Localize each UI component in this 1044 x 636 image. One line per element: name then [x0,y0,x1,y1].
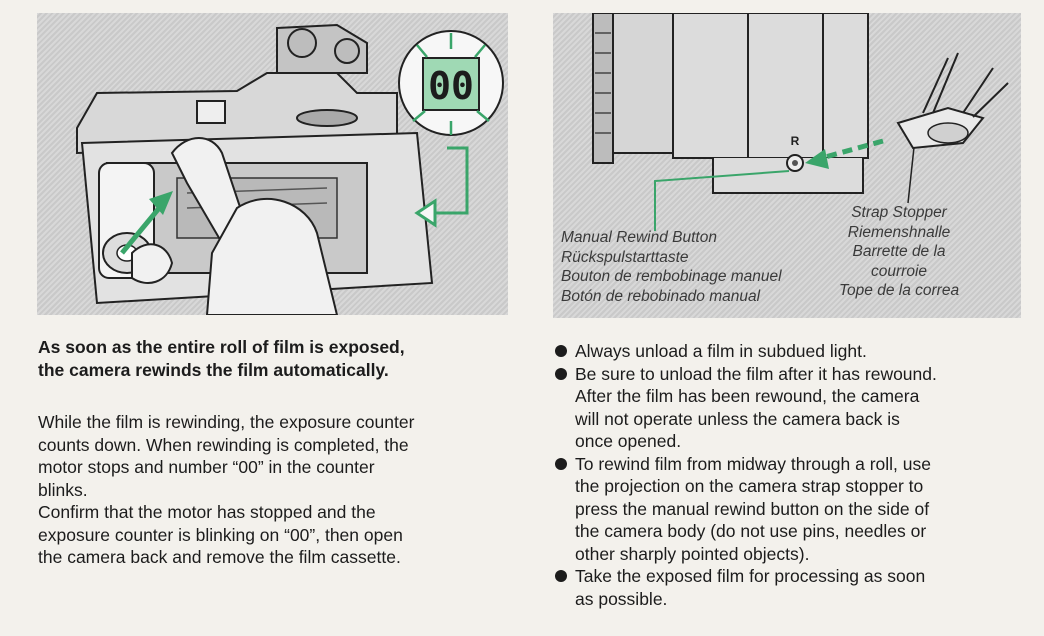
bullet-icon [555,368,567,380]
rewind-instructions [38,336,508,569]
callout-line: courroie [871,262,928,280]
callout-line: Strap Stopper [851,204,947,221]
list-item [553,453,1028,566]
list-item [553,340,1028,363]
para-line: counts down. When rewinding is completed, the [38,434,409,455]
para-line: Confirm that the motor has stopped and the [38,502,376,522]
strap [923,53,1008,117]
callout-line: Manual Rewind Button [561,229,717,246]
item-line: other sharply pointed objects). [575,543,810,564]
manual-rewind-callout [561,228,782,306]
camera-rewind-illustration [37,13,508,315]
camera-body-side [673,13,868,158]
callout-line: Botón de rebobinado manual [561,287,761,305]
item-line: as possible. [575,588,668,609]
bullet-icon [555,570,567,582]
item-line: the projection on the camera strap stopper to [575,476,924,496]
item-line: To rewind film from midway through a roll, use [575,453,931,474]
callout-line: Barrette de la [852,243,946,260]
strap-stopper-callout [839,203,959,301]
item-line: once opened. [575,431,682,451]
heading-line: As soon as the entire roll of film is exposed, [38,337,405,357]
callout-line: Tope de la correa [839,282,960,299]
callout-line: Rückspulstarttaste [561,248,689,266]
unloading-notes-list [553,340,1028,610]
counter-digits: 00 [428,64,474,108]
callout-line: Bouton de rembobinage manuel [561,268,782,285]
return-arrow [432,148,467,213]
heading-line: the camera rewinds the film automatically. [38,360,389,380]
callout-line: Riemenshnalle [847,223,951,241]
list-item [553,363,1028,453]
item-line: press the manual rewind button on the side of [575,498,930,519]
para-line: blinks. [38,479,88,500]
paragraph-confirm [38,501,508,569]
section-heading [38,336,508,382]
item-line: Be sure to unload the film after it has rewound. [575,363,937,384]
rewind-button-mark: R [790,134,800,148]
item-line: Take the exposed film for processing as soon [575,566,926,586]
para-line: the camera back and remove the film cassette. [38,547,401,567]
item-line: After the film has been rewound, the camera [575,386,920,406]
para-line: motor stops and number “00” in the counter [38,457,375,477]
item-line: the camera body (do not use pins, needles or [575,521,927,541]
camera-drawing [37,13,508,315]
item-line: will not operate unless the camera back is [575,408,900,429]
para-line: While the film is rewinding, the exposure counter [38,412,415,432]
item-line: Always unload a film in subdued light. [575,341,867,361]
bullet-icon [555,458,567,470]
list-item [553,565,1028,610]
manual-rewind-illustration [553,13,1021,318]
paragraph-rewinding [38,411,508,501]
bullet-icon [555,345,567,357]
para-line: exposure counter is blinking on “00”, then open [38,524,403,545]
